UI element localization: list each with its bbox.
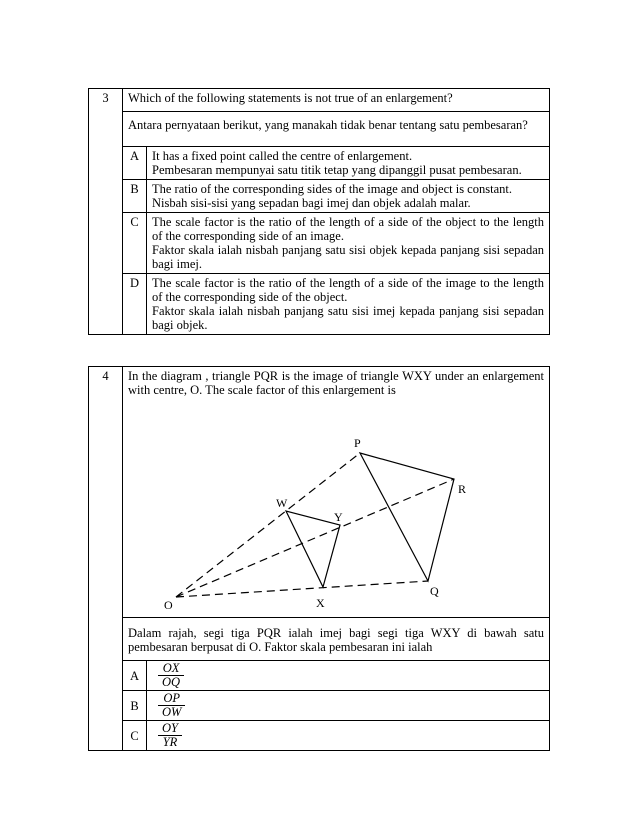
label-x: X xyxy=(316,596,325,610)
option-letter: C xyxy=(123,213,147,274)
fraction xyxy=(158,692,185,719)
question-text-en: In the diagram , triangle PQR is the image of triangle WXY under an enlargement with centre, O. The scale factor of this enlargement is xyxy=(128,369,544,397)
option-fraction xyxy=(147,691,550,721)
option-row-a[interactable] xyxy=(89,147,550,180)
option-fraction xyxy=(147,661,550,691)
option-row-a[interactable] xyxy=(89,661,550,691)
option-text-en: The scale factor is the ratio of the length of a side of the image to the length of the corresponding side of the object. xyxy=(152,276,544,304)
option-text-en: The scale factor is the ratio of the length of a side of the object to the length of the corresponding side of an image. xyxy=(152,215,544,243)
label-r: R xyxy=(458,482,467,496)
denominator: YR xyxy=(162,735,178,749)
triangle-pqr xyxy=(360,453,454,581)
option-text xyxy=(147,213,550,274)
question-body xyxy=(123,367,550,618)
denominator: OQ xyxy=(162,675,181,689)
line-o-r xyxy=(176,479,454,597)
label-p: P xyxy=(354,436,361,450)
option-letter: C xyxy=(123,721,147,751)
question-4-table xyxy=(88,366,550,751)
numerator: OP xyxy=(158,692,185,706)
option-text xyxy=(147,180,550,213)
option-text xyxy=(147,274,550,335)
option-text-en: The ratio of the corresponding sides of the image and object is constant. xyxy=(152,182,512,196)
option-fraction xyxy=(147,721,550,751)
question-3-table xyxy=(88,88,550,335)
option-text-ms: Pembesaran mempunyai satu titik tetap yang dipanggil pusat pembesaran. xyxy=(152,163,522,177)
option-letter: B xyxy=(123,691,147,721)
numerator: OX xyxy=(158,662,184,676)
label-q: Q xyxy=(430,584,439,598)
triangle-wxy xyxy=(286,511,340,587)
option-letter: A xyxy=(123,147,147,180)
fraction xyxy=(158,662,184,689)
question-number: 4 xyxy=(89,367,123,751)
denominator: OW xyxy=(162,705,182,719)
option-letter: D xyxy=(123,274,147,335)
enlargement-diagram xyxy=(128,397,548,611)
question-text-ms: Dalam rajah, segi tiga PQR ialah imej bagi segi tiga WXY di bawah satu pembesaran berpusat di O. Faktor skala pembesaran ini ialah xyxy=(123,618,550,661)
option-row-c[interactable] xyxy=(89,213,550,274)
option-row-b[interactable] xyxy=(89,180,550,213)
option-text xyxy=(147,147,550,180)
option-letter: B xyxy=(123,180,147,213)
fraction xyxy=(158,722,182,749)
label-y: Y xyxy=(334,510,343,524)
line-o-p xyxy=(176,453,360,597)
label-o: O xyxy=(164,598,173,611)
option-text-ms: Nisbah sisi-sisi yang sepadan bagi imej dan objek adalah malar. xyxy=(152,196,471,210)
option-text-ms: Faktor skala ialah nisbah panjang satu sisi objek kepada panjang sisi sepadan bagi imej. xyxy=(152,243,544,271)
numerator: OY xyxy=(158,722,182,736)
option-text-ms: Faktor skala ialah nisbah panjang satu sisi imej kepada panjang sisi sepadan bagi objek. xyxy=(152,304,544,332)
question-text-ms: Antara pernyataan berikut, yang manakah tidak benar tentang satu pembesaran? xyxy=(123,112,550,147)
option-row-d[interactable] xyxy=(89,274,550,335)
question-number: 3 xyxy=(89,89,123,335)
option-row-c[interactable] xyxy=(89,721,550,751)
line-o-q xyxy=(176,581,428,597)
option-text-en: It has a fixed point called the centre of enlargement. xyxy=(152,149,413,163)
label-w: W xyxy=(276,496,288,510)
question-text-en: Which of the following statements is not true of an enlargement? xyxy=(123,89,550,112)
option-letter: A xyxy=(123,661,147,691)
option-row-b[interactable] xyxy=(89,691,550,721)
